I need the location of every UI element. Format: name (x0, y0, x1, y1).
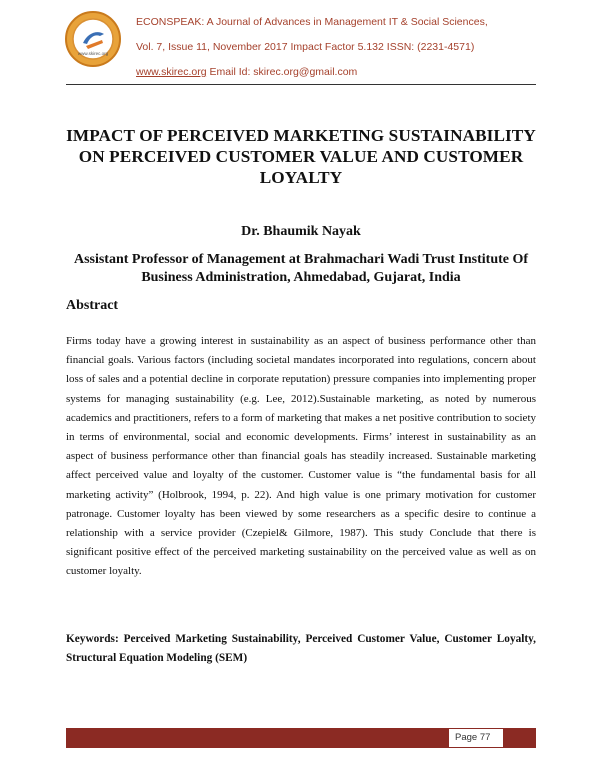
website-link[interactable]: www.skirec.org (136, 66, 207, 78)
author-name: Dr. Bhaumik Nayak (241, 224, 361, 239)
journal-name: ECONSPEAK: A Journal of Advances in Management IT & Social Sciences, (136, 16, 488, 28)
page-number: Page 77 (448, 728, 504, 748)
header-divider (66, 84, 536, 85)
author-affiliation: Assistant Professor of Management at Brahmachari Wadi Trust Institute Of Business Administration, Ahmedabad, Gujarat, India (73, 252, 529, 285)
svg-text:www.skirec.org: www.skirec.org (77, 51, 109, 56)
paper-title: IMPACT OF PERCEIVED MARKETING SUSTAINABILITY ON PERCEIVED CUSTOMER VALUE AND CUSTOMER LOYALTY (66, 126, 536, 187)
abstract-heading: Abstract (66, 298, 119, 313)
journal-logo-icon (64, 10, 122, 68)
abstract-body: Firms today have a growing interest in sustainability as an aspect of business performance other than financial goals. Various factors (including societal mandates incorporated into regulations, concern about loss of sales and a potential decline in corporate reputation) pressure companies into implementing proper systems for managing sustainability (e.g. Lee, 2012).Sustainable marketing, as noted by numerous academics and practitioners, refers to a form of marketing that makes a net positive contribution to society in terms of environmental, social and economic developments. Firms’ interest in sustainability as an aspect of business performance other than financial goals has steadily increased. Sustainable marketing affect perceived value and loyalty of the customer. Customer value is “the fundamental basis for all marketing activity” (Holbrook, 1994, p. 22). And high value is one primary motivation for customer patronage. Customer loyalty has been viewed by some researchers as a specific desire to continue a relationship with a service provider (Czepiel& Gilmore, 1987). This study Conclude that there is significant positive effect of the perceived marketing sustainability on the perceived value as well as on customer loyalty. (66, 335, 536, 578)
journal-volume-info: Vol. 7, Issue 11, November 2017 Impact Factor 5.132 ISSN: (2231-4571) (136, 41, 475, 53)
email-text: Email Id: skirec.org@gmail.com (206, 66, 358, 78)
journal-contact (136, 66, 357, 78)
keywords: Keywords: Perceived Marketing Sustainability, Perceived Customer Value, Customer Loyalty, Structural Equation Modeling (SEM) (66, 633, 536, 664)
